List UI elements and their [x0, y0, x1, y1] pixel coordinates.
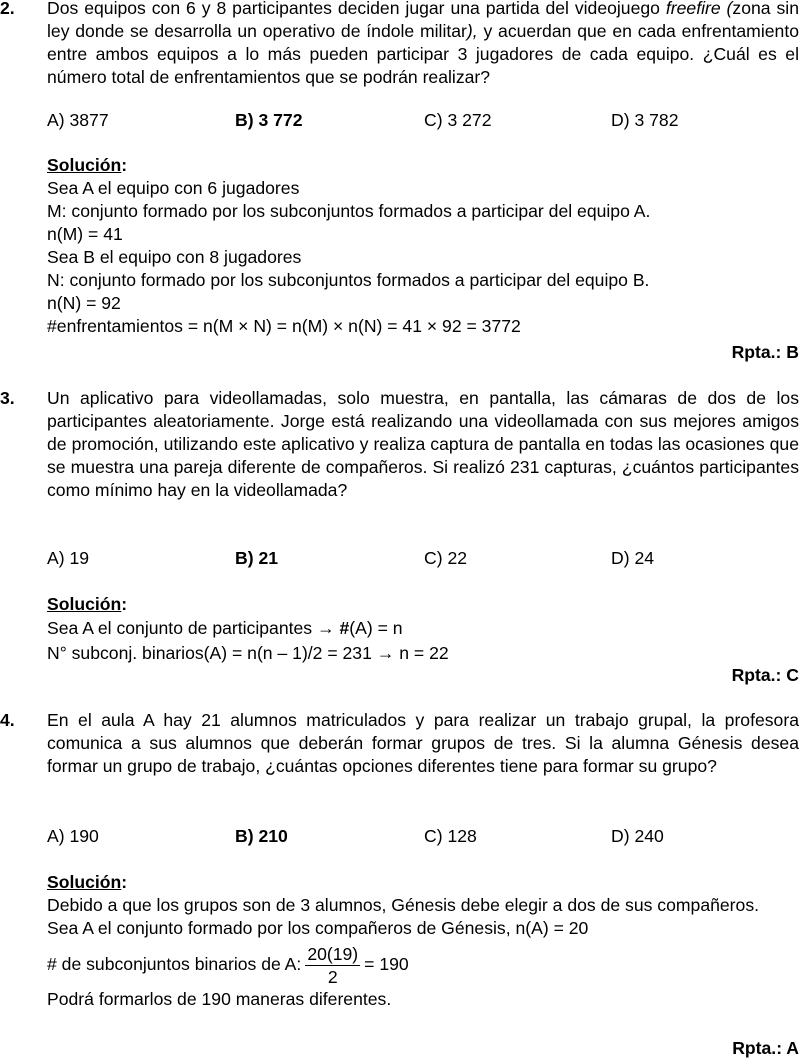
- option-d: D) 240: [611, 826, 664, 846]
- solution-line: Sea A el conjunto de participantes → #(A) = n: [47, 618, 403, 638]
- answer-key: Rpta.: C: [731, 665, 799, 685]
- option-b: B) 210: [235, 826, 288, 846]
- option-b: B) 21: [235, 548, 279, 568]
- solution-line: Sea A el equipo con 6 jugadores: [47, 178, 300, 198]
- problem-number: 2.: [0, 0, 15, 18]
- fraction-denominator: 2: [327, 966, 338, 987]
- option-c: C) 3 272: [424, 110, 492, 130]
- problem-statement: Dos equipos con 6 y 8 participantes deciden jugar una partida del videojuego freefire (zona sin ley donde se desarrolla un operativo de índole militar), y acuerdan que en cada enfrentamiento entre ambos equipos a lo más pueden participar 3 jugadores de cada equipo. ¿Cuál es el número total de enfrentamientos que se podrán realizar?: [47, 0, 799, 87]
- answer-options: [47, 825, 799, 848]
- problem-statement: Un aplicativo para videollamadas, solo muestra, en pantalla, las cámaras de dos de los participantes aleatoriamente. Jorge está realizando una videollamada con sus mejores amigos de promoción, utilizando este aplicativo y realiza captura de pantalla en todas las ocasiones que se muestra una pareja diferente de compañeros. Si realizó 231 capturas, ¿cuántos participantes como mínimo hay en la videollamada?: [47, 388, 799, 500]
- option-b: B) 3 772: [235, 110, 303, 130]
- solution-title: Solución: [47, 155, 122, 175]
- option-c: C) 22: [424, 548, 468, 568]
- solution-title: Solución: [47, 872, 122, 892]
- solution-line: Sea A el conjunto formado por los compañeros de Génesis, n(A) = 20: [47, 918, 589, 938]
- solution: Solución: Sea A el equipo con 6 jugadores M: conjunto formado por los subconjuntos formados a participar del equipo A. n(M) = 41 Sea B el equipo con 8 jugadores N: conjunto formado por los subconjuntos formados a participar del equipo B. n(N) = 92 #enfrentamientos = n(M × N) = n(M) × n(N) = 41 × 92 = 3772: [47, 154, 799, 338]
- answer-key: Rpta.: A: [732, 1038, 799, 1058]
- solution-line: Debido a que los grupos son de 3 alumnos, Génesis debe elegir a dos de sus compañeros.: [47, 895, 760, 915]
- solution-line: Sea B el equipo con 8 jugadores: [47, 247, 302, 267]
- problem-number: 4.: [0, 710, 15, 730]
- option-a: A) 3877: [47, 110, 109, 130]
- solution-line: M: conjunto formado por los subconjuntos formados a participar del equipo A.: [47, 201, 651, 221]
- answer-options: [47, 547, 799, 570]
- option-d: D) 3 782: [611, 110, 679, 130]
- solution-line: N: conjunto formado por los subconjuntos formados a participar del equipo B.: [47, 270, 650, 290]
- solution-formula-line: # de subconjuntos binarios de A: $\frac{20(19)}{2}$ = 190: [47, 943, 409, 987]
- problem-number: 3.: [0, 388, 15, 408]
- solution-line: n(M) = 41: [47, 224, 123, 244]
- solution: Solución: Sea A el conjunto de participantes → #(A) = n N° subconj. binarios(A) = n(n – 1)/2 = 231 → n = 22: [47, 593, 799, 665]
- answer-key: Rpta.: B: [731, 342, 799, 362]
- solution-line: #enfrentamientos = n(M × N) = n(M) × n(N) = 41 × 92 = 3772: [47, 316, 521, 336]
- fraction-numerator: 20(19): [307, 943, 359, 964]
- option-d: D) 24: [611, 548, 655, 568]
- option-a: A) 19: [47, 548, 90, 568]
- answer-options: [47, 109, 799, 132]
- solution-line: n(N) = 92: [47, 293, 121, 313]
- solution: Solución: Debido a que los grupos son de 3 alumnos, Génesis debe elegir a dos de sus compañeros. Sea A el conjunto formado por los compañeros de Génesis, n(A) = 20 # de subconjuntos binarios de A: $\frac{20(19)}{2}$ = 190 Podrá formarlos de 190 maneras diferentes.: [47, 871, 799, 1011]
- fraction: [305, 943, 360, 988]
- solution-title: Solución: [47, 594, 122, 614]
- problem-statement: En el aula A hay 21 alumnos matriculados y para realizar un trabajo grupal, la profesora comunica a sus alumnos que deberán formar grupos de tres. Si la alumna Génesis desea formar un grupo de trabajo, ¿cuántas opciones diferentes tiene para formar su grupo?: [47, 710, 799, 776]
- solution-line: N° subconj. binarios(A) = n(n – 1)/2 = 231 → n = 22: [47, 643, 449, 663]
- option-c: C) 128: [424, 826, 477, 846]
- solution-line: Podrá formarlos de 190 maneras diferentes.: [47, 989, 392, 1009]
- option-a: A) 190: [47, 826, 99, 846]
